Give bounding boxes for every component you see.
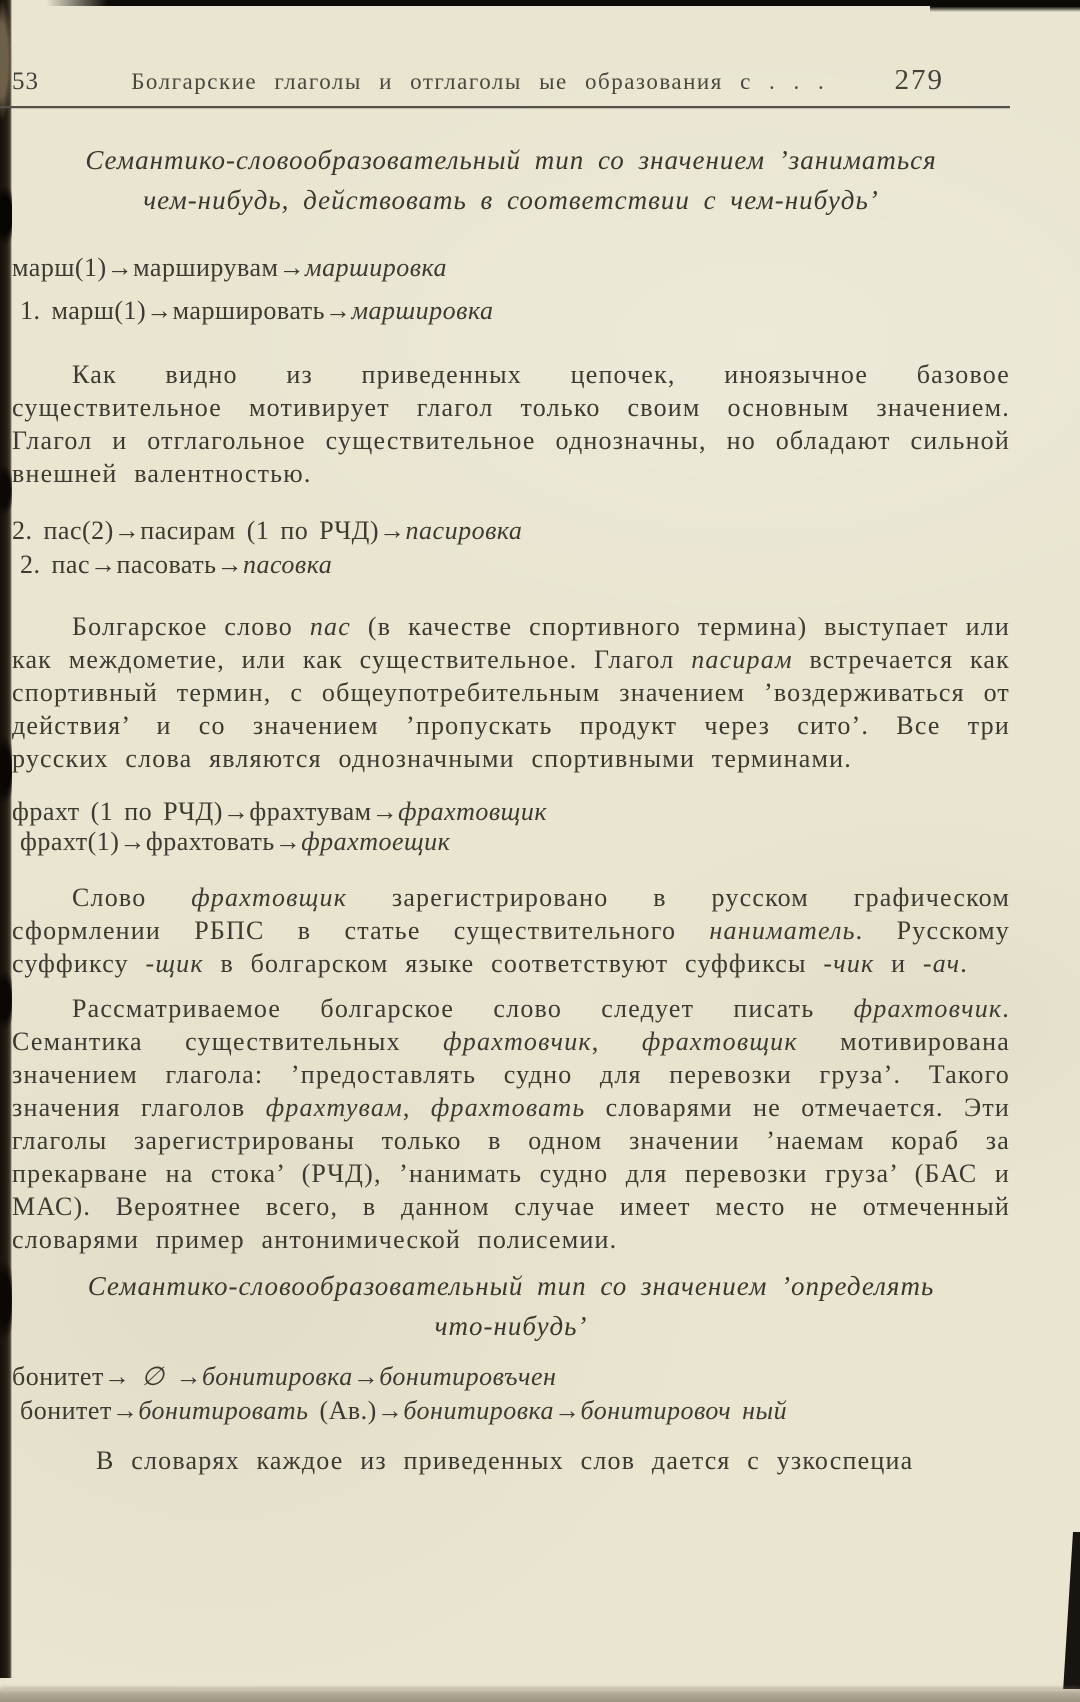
page-bottom-edge <box>0 1689 1080 1702</box>
text-run: . Семантика существительных <box>12 994 1010 1056</box>
italic-text: наниматель <box>709 916 856 945</box>
section-heading-line: Семантико-словообразовательный тип со значением ’определять <box>87 1271 935 1301</box>
paragraph <box>12 881 1010 980</box>
text-run: Болгарское слово <box>72 612 310 641</box>
text-run: Как видно из приведенных цепочек, иноязычное базовое существительное мотивирует глагол только своим основным значением. Глагол и отглагольное существительное однозначны, но обладают сильной внешней валентностью. <box>12 360 1010 488</box>
paragraph <box>12 358 1010 490</box>
italic-text: бонитировоч ный <box>580 1396 788 1425</box>
italic-text: фрахтовчик <box>853 994 1003 1023</box>
section-heading-line: что-нибудь’ <box>434 1311 588 1341</box>
italic-text: ∅ <box>141 1362 165 1391</box>
text-run: бонитет→ <box>20 1396 139 1425</box>
text-run: встречается как спортивный термин, с общеупотребительным значением ’воздерживаться от действия’ и со значением ’пропускать продукт через сито’. Все три русских слова являются однозначными спортивными терминами. <box>12 645 1011 773</box>
text-run: Рассматриваемое болгарское слово следует писать <box>72 994 854 1023</box>
italic-text: фрахтовщик <box>191 883 348 912</box>
derivation-chain <box>12 797 1010 827</box>
italic-text: пасовка <box>243 550 333 579</box>
text-run: и <box>874 949 923 978</box>
italic-text: маршировка <box>351 296 494 325</box>
italic-text: маршировка <box>305 253 448 282</box>
text-run: мотивирована значением глагола: ’предоставлять судно для перевозки груза’. Такого значения глаголов <box>12 1027 1010 1122</box>
text-run: (Ав.)→ <box>308 1396 404 1425</box>
derivation-chain <box>12 1394 1010 1428</box>
running-head: Болгарские глаголы и отглаголы ые образования с . . . <box>131 69 826 94</box>
text-run: → <box>554 1396 581 1425</box>
section-heading-line: чем-нибудь, действовать в соответствии с чем-нибудь’ <box>143 185 879 215</box>
derivation-chain <box>12 548 1010 582</box>
italic-text: фрахтоещик <box>301 827 451 856</box>
text-run: В словарях каждое из приведенных слов дается с узкоспециа <box>96 1446 914 1475</box>
italic-text: -щик <box>145 949 204 978</box>
text-run: зарегистрировано в русском графическом сформлении РБПС в статье существительного <box>12 883 1010 945</box>
derivation-chain <box>12 1360 1010 1394</box>
text-run: в болгарском языке соответствуют суффиксы <box>203 949 824 978</box>
derivation-chain <box>12 246 1010 289</box>
text-run: → <box>164 1362 202 1391</box>
derivation-chain-group <box>12 246 1010 332</box>
italic-text: -чик <box>823 949 875 978</box>
text-run: → <box>352 1362 380 1391</box>
book-binding-edge <box>0 0 12 1678</box>
page-right-edge-shadow <box>1060 1532 1080 1692</box>
section-heading-line: Семантико-словообразовательный тип со значением ’заниматься <box>85 145 937 175</box>
derivation-chain-group <box>12 514 1010 582</box>
italic-text: пасирам <box>691 645 793 674</box>
page-header <box>12 64 1010 97</box>
edge-number: 53 <box>12 68 39 95</box>
text-run: 1. марш(1)→маршировать→ <box>20 296 352 325</box>
italic-text: -ач <box>922 949 961 978</box>
text-run: фрахт (1 по РЧД)→фрахтувам→ <box>12 797 399 826</box>
italic-text: фрахтовать <box>430 1093 586 1122</box>
text-run: бонитет→ <box>12 1362 142 1391</box>
text-run: , <box>402 1093 431 1122</box>
paragraph <box>12 610 1010 775</box>
paragraph <box>12 992 1010 1256</box>
derivation-chain <box>12 514 1010 548</box>
text-run: (в качестве спортивного термина) выступает или как междометие, или как существительное. Глагол <box>12 612 1010 674</box>
header-rule <box>0 106 1010 108</box>
section-heading <box>12 140 1010 220</box>
derivation-chain <box>12 827 1010 857</box>
text-run: фрахт(1)→фрахтовать→ <box>20 827 302 856</box>
italic-text: бонитировка <box>201 1362 353 1391</box>
page-number: 279 <box>894 64 944 96</box>
text-run: Слово <box>72 883 192 912</box>
text-run: , <box>591 1027 642 1056</box>
paragraph <box>12 1444 1010 1477</box>
text-column <box>12 0 1010 1477</box>
text-run: марш(1)→марширувам→ <box>12 253 305 282</box>
derivation-chain-group <box>12 1360 1010 1428</box>
text-run: . Русскому суффиксу <box>12 916 1011 978</box>
text-run: 2. пас(2)→пасирам (1 по РЧД)→ <box>12 516 406 545</box>
italic-text: бонитировка <box>403 1396 555 1425</box>
italic-text: пас <box>309 612 351 641</box>
derivation-chain-group <box>12 797 1010 857</box>
italic-text: бонитировъчен <box>379 1362 557 1391</box>
italic-text: фрахтовчик <box>443 1027 592 1056</box>
text-run: словарями не отмечается. Эти глаголы зарегистрированы только в одном значении ’наемам кораб за прекарване на стока’ (РЧД), ’нанимать судно для перевозки груза’ (БАС и МАС). Вероятнее всего, в данном случае имеет место не отмеченный словарями пример антонимической полисемии. <box>12 1093 1010 1254</box>
italic-text: фрахтовщик <box>398 797 547 826</box>
text-run: 2. пас→пасовать→ <box>20 550 244 579</box>
derivation-chain <box>12 289 1010 332</box>
italic-text: бонитировать <box>138 1396 309 1425</box>
italic-text: пасировка <box>405 516 523 545</box>
italic-text: фрахтовщик <box>641 1027 798 1056</box>
italic-text: фрахтувам <box>265 1093 403 1122</box>
text-run: . <box>960 949 968 978</box>
section-heading <box>12 1266 1010 1346</box>
page-body <box>12 140 1010 1477</box>
